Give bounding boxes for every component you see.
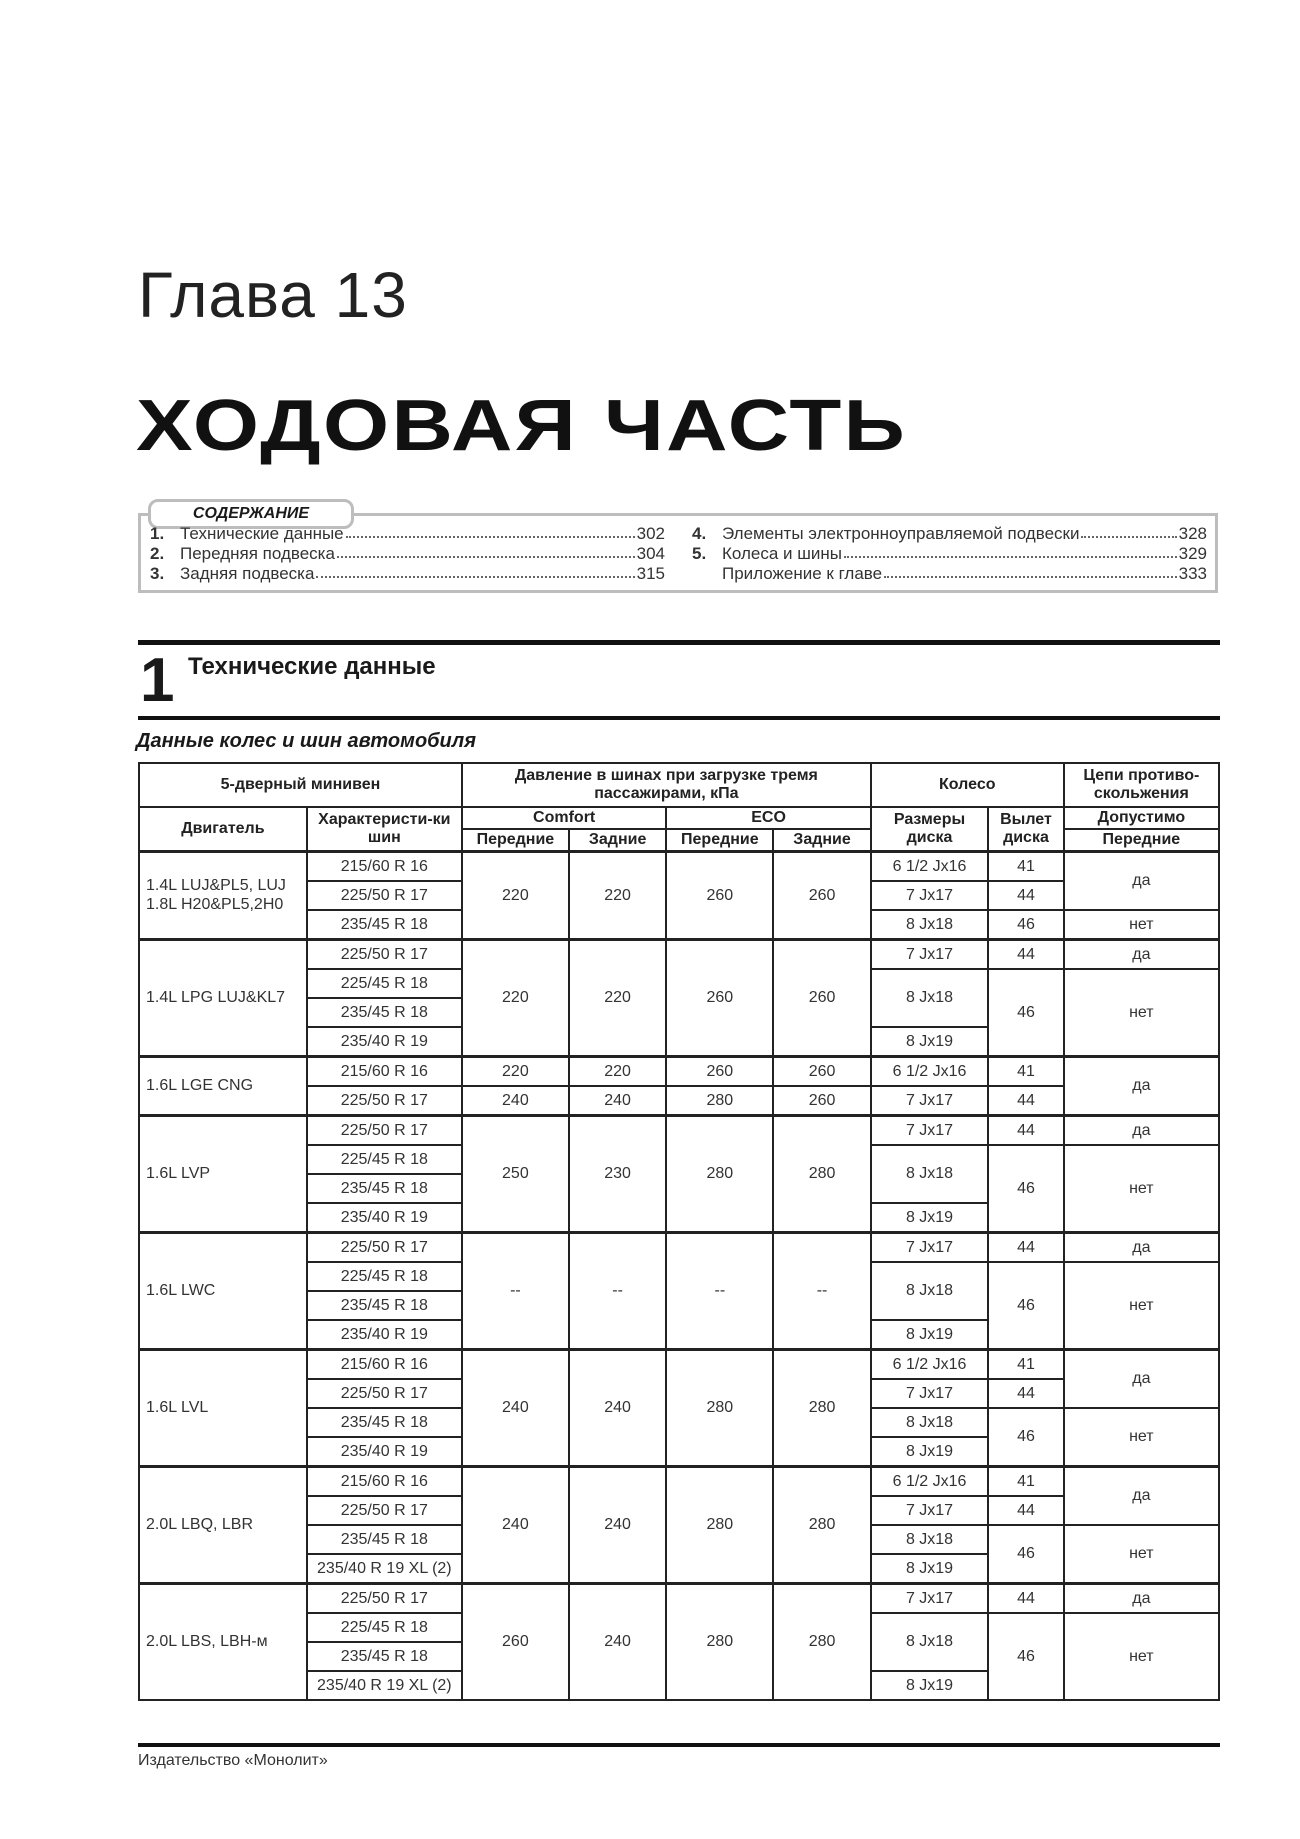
pressure-comfort-front-cell: 220 [462,1056,569,1086]
disc-offset-cell: 44 [988,1496,1064,1525]
disc-size-cell: 8 Jx19 [871,1437,988,1467]
disc-size-cell: 8 Jx19 [871,1320,988,1350]
tire-size-cell: 235/45 R 18 [307,1525,462,1554]
tire-size-cell: 225/50 R 17 [307,939,462,969]
header-comfort-rear: Задние [569,829,667,851]
section-rule-bottom [138,716,1220,720]
chapter-label: Глава 13 [138,259,408,331]
pressure-eco-rear-cell: 260 [773,851,871,939]
disc-size-cell: 6 1/2 Jx16 [871,1466,988,1496]
disc-offset-cell: 46 [988,1145,1064,1233]
disc-offset-cell: 44 [988,881,1064,910]
pressure-eco-front-cell: 280 [666,1086,773,1116]
toc-entry-page: 315 [636,564,665,583]
pressure-eco-front-cell: 260 [666,939,773,1056]
chains-allowed-cell: да [1064,1232,1219,1262]
disc-size-cell: 6 1/2 Jx16 [871,851,988,881]
toc-entry-title: Колеса и шины [722,544,842,563]
disc-size-cell: 7 Jx17 [871,1496,988,1525]
chains-allowed-cell: да [1064,1466,1219,1525]
engine-cell: 1.6L LVP [139,1115,307,1232]
disc-offset-cell: 46 [988,1525,1064,1584]
table-row [139,1349,1219,1379]
header-offset: Вылет диска [988,807,1064,851]
table-caption: Данные колес и шин автомобиля [136,730,476,752]
pressure-eco-rear-cell: 280 [773,1349,871,1466]
tire-size-cell: 225/45 R 18 [307,1613,462,1642]
disc-size-cell: 8 Jx18 [871,1525,988,1554]
header-chains-front: Передние [1064,829,1219,851]
table-row [139,1115,1219,1145]
disc-size-cell: 8 Jx18 [871,1145,988,1203]
chains-allowed-cell: нет [1064,1525,1219,1584]
disc-offset-cell: 46 [988,1262,1064,1350]
toc-entry-title: Задняя подвеска [180,564,315,583]
pressure-comfort-rear-cell: 240 [569,1349,667,1466]
disc-size-cell: 8 Jx18 [871,1262,988,1320]
chains-allowed-cell: да [1064,1349,1219,1408]
header-engine: Двигатель [139,807,307,851]
tire-size-cell: 225/45 R 18 [307,969,462,998]
disc-size-cell: 8 Jx19 [871,1554,988,1584]
disc-offset-cell: 41 [988,1466,1064,1496]
disc-offset-cell: 44 [988,1115,1064,1145]
pressure-comfort-rear-cell: 240 [569,1086,667,1116]
chains-allowed-cell: нет [1064,1613,1219,1700]
pressure-comfort-front-cell: -- [462,1232,569,1349]
section-rule-top [138,640,1220,645]
toc-entry [150,524,665,544]
header-eco: ECO [666,807,870,829]
pressure-comfort-rear-cell: 230 [569,1115,667,1232]
disc-size-cell: 8 Jx19 [871,1671,988,1700]
chains-allowed-cell: нет [1064,1408,1219,1467]
header-wheel: Колесо [871,763,1064,807]
wheels-tires-table [138,762,1220,1701]
disc-offset-cell: 41 [988,1349,1064,1379]
header-vehicle: 5-дверный минивен [139,763,462,807]
disc-size-cell: 7 Jx17 [871,1583,988,1613]
toc-entry-page: 328 [1178,524,1207,543]
toc-entry [692,564,1207,584]
disc-size-cell: 6 1/2 Jx16 [871,1349,988,1379]
header-eco-front: Передние [666,829,773,851]
engine-cell: 2.0L LBS, LBH-м [139,1583,307,1700]
chains-allowed-cell: нет [1064,969,1219,1057]
toc-entry-number [692,564,722,584]
pressure-comfort-front-cell: 260 [462,1583,569,1700]
table-row [139,939,1219,969]
tire-size-cell: 235/40 R 19 [307,1320,462,1350]
disc-size-cell: 7 Jx17 [871,1086,988,1116]
toc-column-left [150,524,665,584]
table-row [139,851,1219,881]
table-row [139,1466,1219,1496]
toc-leader-dots [1081,524,1176,538]
toc-entry-page: 302 [636,524,665,543]
pressure-comfort-front-cell: 240 [462,1349,569,1466]
table-row [139,1232,1219,1262]
toc-entry [692,544,1207,564]
disc-offset-cell: 44 [988,1232,1064,1262]
toc-entry-page: 304 [636,544,665,563]
tire-size-cell: 235/45 R 18 [307,1642,462,1671]
disc-size-cell: 8 Jx18 [871,969,988,1027]
toc-entry-page: 329 [1178,544,1207,563]
tire-size-cell: 225/50 R 17 [307,881,462,910]
tire-size-cell: 235/40 R 19 [307,1203,462,1233]
tire-size-cell: 225/50 R 17 [307,1496,462,1525]
toc-entry-title: Передняя подвеска [180,544,335,563]
tire-size-cell: 235/45 R 18 [307,1291,462,1320]
pressure-eco-front-cell: 260 [666,1056,773,1086]
pressure-eco-rear-cell: 280 [773,1466,871,1583]
tire-size-cell: 225/50 R 17 [307,1086,462,1116]
engine-cell: 1.6L LVL [139,1349,307,1466]
toc-entry-number: 2. [150,544,165,563]
pressure-comfort-rear-cell: 220 [569,939,667,1056]
pressure-eco-front-cell: 260 [666,851,773,939]
toc-leader-dots [337,544,635,558]
chains-allowed-cell: да [1064,939,1219,969]
chains-allowed-cell: да [1064,1056,1219,1115]
disc-size-cell: 8 Jx18 [871,1408,988,1437]
header-pressure: Давление в шинах при загрузке тремя пассажирами, кПа [462,763,871,807]
pressure-eco-front-cell: 280 [666,1349,773,1466]
header-disc-size: Размеры диска [871,807,988,851]
tire-size-cell: 235/45 R 18 [307,910,462,940]
section-number: 1 [140,646,175,715]
tire-size-cell: 225/50 R 17 [307,1379,462,1408]
tire-size-cell: 235/40 R 19 [307,1437,462,1467]
disc-offset-cell: 46 [988,910,1064,940]
pressure-eco-rear-cell: 260 [773,1086,871,1116]
tire-size-cell: 225/50 R 17 [307,1115,462,1145]
toc-leader-dots [884,564,1177,578]
pressure-eco-rear-cell: 260 [773,939,871,1056]
disc-size-cell: 7 Jx17 [871,1232,988,1262]
table-row [139,1056,1219,1086]
pressure-comfort-rear-cell: 220 [569,1056,667,1086]
toc-leader-dots [316,564,634,578]
tire-size-cell: 235/45 R 18 [307,998,462,1027]
pressure-eco-front-cell: 280 [666,1583,773,1700]
chains-allowed-cell: да [1064,1583,1219,1613]
disc-size-cell: 8 Jx18 [871,1613,988,1671]
header-allowed: Допустимо [1064,807,1219,829]
disc-size-cell: 7 Jx17 [871,939,988,969]
toc-entry [150,564,665,584]
disc-offset-cell: 46 [988,1613,1064,1700]
toc-entry-page: 333 [1178,564,1207,583]
header-comfort: Comfort [462,807,666,829]
toc-leader-dots [844,544,1177,558]
toc-entry-number: 4. [692,524,707,543]
table-body [139,851,1219,1700]
pressure-comfort-front-cell: 220 [462,851,569,939]
tire-size-cell: 235/40 R 19 XL (2) [307,1554,462,1584]
disc-size-cell: 8 Jx19 [871,1027,988,1057]
tire-size-cell: 215/60 R 16 [307,1466,462,1496]
toc-entry-number: 5. [692,544,707,563]
pressure-eco-rear-cell: 260 [773,1056,871,1086]
disc-size-cell: 7 Jx17 [871,1115,988,1145]
header-tires: Характеристи-ки шин [307,807,462,851]
tire-size-cell: 225/45 R 18 [307,1145,462,1174]
toc-entry-title: Приложение к главе [722,564,883,583]
chains-allowed-cell: да [1064,1115,1219,1145]
disc-offset-cell: 46 [988,1408,1064,1467]
tire-size-cell: 235/40 R 19 XL (2) [307,1671,462,1700]
disc-size-cell: 7 Jx17 [871,1379,988,1408]
engine-cell: 1.6L LGE CNG [139,1056,307,1115]
disc-offset-cell: 44 [988,939,1064,969]
tire-size-cell: 235/45 R 18 [307,1408,462,1437]
pressure-comfort-front-cell: 240 [462,1086,569,1116]
pressure-comfort-front-cell: 220 [462,939,569,1056]
disc-size-cell: 7 Jx17 [871,881,988,910]
pressure-comfort-rear-cell: 220 [569,851,667,939]
pressure-comfort-front-cell: 240 [462,1466,569,1583]
engine-cell: 1.4L LPG LUJ&KL7 [139,939,307,1056]
tire-size-cell: 225/45 R 18 [307,1262,462,1291]
tire-size-cell: 225/50 R 17 [307,1232,462,1262]
pressure-comfort-rear-cell: 240 [569,1583,667,1700]
publisher-footer: Издательство «Монолит» [138,1752,328,1769]
toc-entry [150,544,665,564]
disc-offset-cell: 44 [988,1583,1064,1613]
tire-size-cell: 235/40 R 19 [307,1027,462,1057]
disc-offset-cell: 44 [988,1086,1064,1116]
header-eco-rear: Задние [773,829,871,851]
toc-entry [692,524,1207,544]
engine-cell: 1.4L LUJ&PL5, LUJ 1.8L H20&PL5,2H0 [139,851,307,939]
engine-cell: 2.0L LBQ, LBR [139,1466,307,1583]
chains-allowed-cell: нет [1064,1262,1219,1350]
disc-offset-cell: 41 [988,851,1064,881]
toc-entry-title: Технические данные [180,524,344,543]
pressure-eco-rear-cell: 280 [773,1583,871,1700]
header-chains: Цепи противо-скольжения [1064,763,1219,807]
section-title: Технические данные [188,653,436,680]
disc-offset-cell: 46 [988,969,1064,1057]
disc-size-cell: 6 1/2 Jx16 [871,1056,988,1086]
header-comfort-front: Передние [462,829,569,851]
pressure-comfort-rear-cell: 240 [569,1466,667,1583]
pressure-comfort-front-cell: 250 [462,1115,569,1232]
pressure-eco-front-cell: -- [666,1232,773,1349]
table-row [139,1583,1219,1613]
chains-allowed-cell: нет [1064,1145,1219,1233]
chapter-title: ХОДОВАЯ ЧАСТЬ [136,386,908,466]
pressure-eco-rear-cell: -- [773,1232,871,1349]
tire-size-cell: 235/45 R 18 [307,1174,462,1203]
pressure-eco-front-cell: 280 [666,1466,773,1583]
pressure-eco-front-cell: 280 [666,1115,773,1232]
tire-size-cell: 225/50 R 17 [307,1583,462,1613]
tire-size-cell: 215/60 R 16 [307,851,462,881]
toc-leader-dots [346,524,635,538]
disc-size-cell: 8 Jx18 [871,910,988,940]
tire-size-cell: 215/60 R 16 [307,1349,462,1379]
disc-offset-cell: 44 [988,1379,1064,1408]
tire-size-cell: 215/60 R 16 [307,1056,462,1086]
disc-offset-cell: 41 [988,1056,1064,1086]
chains-allowed-cell: нет [1064,910,1219,940]
disc-size-cell: 8 Jx19 [871,1203,988,1233]
toc-heading: СОДЕРЖАНИЕ [148,499,354,529]
footer-rule [138,1743,1220,1747]
chains-allowed-cell: да [1064,851,1219,910]
toc-column-right [692,524,1207,584]
toc-entry-number: 3. [150,564,165,583]
pressure-comfort-rear-cell: -- [569,1232,667,1349]
toc-entry-number: 1. [150,524,165,543]
engine-cell: 1.6L LWC [139,1232,307,1349]
pressure-eco-rear-cell: 280 [773,1115,871,1232]
toc-entry-title: Элементы электронноуправляемой подвески [722,524,1080,543]
